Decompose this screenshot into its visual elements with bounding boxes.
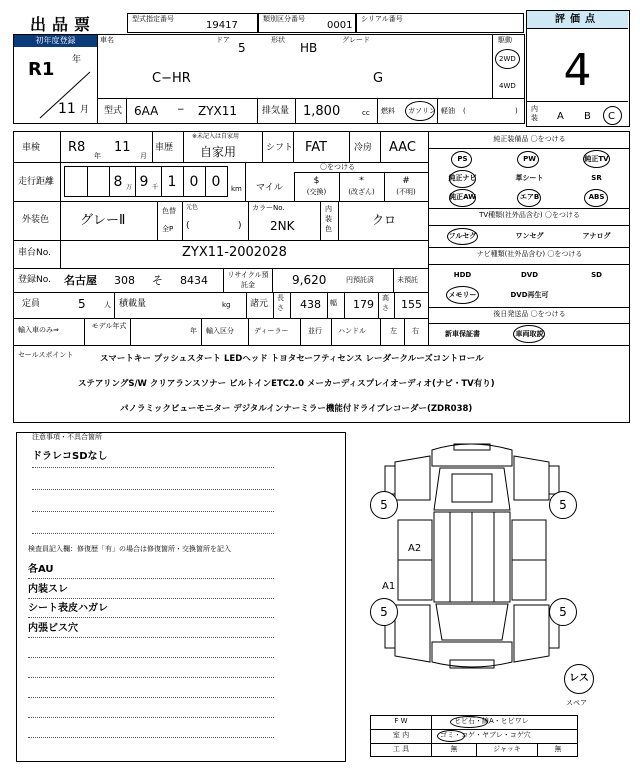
len-label: 長さ — [277, 294, 284, 312]
color-change-label: 色替 — [162, 207, 176, 215]
interior-b: B — [584, 111, 591, 122]
equip-abs: ABS — [588, 193, 605, 201]
recycle-unpaid: 未預託 — [397, 276, 418, 284]
mileage-opt3-sym: # — [402, 176, 410, 186]
interior-cond-label: 室 内 — [392, 731, 410, 739]
equip-pw: PW — [523, 155, 536, 163]
handle-label: ハンドル — [338, 327, 366, 335]
shaken-month: 11 — [114, 140, 131, 155]
orig-color-paren-open: ( — [186, 221, 190, 231]
import-model-year-label: モデル年式 — [91, 322, 127, 330]
mileage-digit-6: 0 — [189, 174, 199, 190]
keiyu-label: 軽油 — [441, 107, 455, 115]
capacity-label: 定員 — [22, 299, 41, 309]
shift-value: FAT — [305, 140, 328, 155]
model-label: 型式 — [104, 106, 123, 116]
fuel-value: ガソリン — [408, 107, 436, 115]
serial-label: シリアル番号 — [361, 15, 403, 23]
mileage-label: 走行距離 — [18, 177, 55, 187]
interior-color-value: クロ — [372, 213, 397, 227]
reg-year: R1 — [28, 59, 55, 80]
history-value: 自家用 — [200, 145, 237, 159]
sales-label: セールスポイント — [18, 351, 74, 359]
import-class-label: 輸入区分 — [206, 327, 234, 335]
ruibetsu-value: 0001 — [327, 20, 353, 31]
color-label: 外装色 — [22, 215, 50, 225]
regno-kana: そ — [152, 274, 163, 287]
inspector-line-4: 内張ビス穴 — [28, 623, 78, 634]
recycle-value: 9,620 — [292, 273, 327, 287]
len-value: 438 — [300, 298, 321, 311]
import-dealer: ディーラー — [254, 327, 289, 335]
mileage-km: km — [231, 185, 242, 193]
disp-label: 排気量 — [262, 106, 290, 116]
interior-color-label: 内装色 — [325, 205, 332, 233]
disp-value: 1,800 — [303, 104, 341, 119]
mileage-opt1-sym: $ — [313, 176, 320, 186]
equip-airbag: エアB — [519, 193, 540, 201]
tire-fl: 5 — [380, 498, 388, 512]
keiyu-paren-open: ( — [463, 107, 466, 115]
page-title: 出品票 — [30, 15, 97, 34]
mileage-man: 万 — [126, 184, 133, 191]
import-year-unit: 年 — [190, 327, 197, 335]
sales-line2: ステアリングS/W クリアランスソナー ビルトインETC2.0 メーカーディスプレイオーディオ(ナビ・TV有り) — [78, 379, 495, 389]
tv-fullseg: フルセグ — [448, 232, 477, 240]
equip-tv: 純正TV — [584, 155, 609, 163]
damage-mark-a2: A2 — [408, 543, 422, 554]
spare-label: スペア — [566, 699, 587, 707]
ruibetsu-label: 類別区分番号 — [263, 15, 305, 23]
mileage-sen: 千 — [152, 184, 159, 191]
shift-label: シフト — [266, 143, 294, 153]
mileage-opt2-sym: * — [359, 176, 364, 186]
jack-label: ジャッキ — [493, 745, 521, 753]
regno-city: 名古屋 — [64, 274, 97, 287]
mileage-opt3: (不明) — [396, 188, 416, 196]
drive-2wd: 2WD — [499, 55, 516, 63]
tools-label: 工 具 — [392, 745, 410, 753]
score-value: 4 — [563, 45, 592, 96]
model-prefix: 6AA — [134, 104, 159, 118]
drive-label: 駆動 — [498, 36, 512, 44]
mileage-digit-3: 8 — [113, 174, 123, 190]
color-no-label: カラーNo. — [252, 204, 285, 212]
damage-mark-a1: A1 — [382, 581, 396, 592]
load-unit: kg — [222, 301, 231, 309]
color-value: グレーⅡ — [80, 213, 126, 228]
hgt-label: 高さ — [382, 294, 389, 312]
wid-value: 179 — [353, 298, 374, 311]
sales-line1: スマートキー プッシュスタート LEDヘッド トヨタセーフティセンス レーダークルーズコントロール — [100, 354, 484, 364]
regno-label: 登録No. — [18, 275, 51, 285]
import-parallel: 並行 — [308, 327, 322, 335]
shape-value: HB — [300, 41, 318, 55]
keiyu-paren-close: ) — [515, 107, 518, 115]
equip-navi: 純正ナビ — [448, 174, 477, 182]
tools-value: 無 — [450, 745, 458, 753]
load-label: 積載量 — [119, 299, 147, 309]
orig-color-paren-close: ) — [238, 221, 242, 231]
drive-4wd: 4WD — [499, 82, 516, 90]
ac-label: 冷房 — [354, 143, 373, 153]
chassis-value: ZYX11-2002028 — [182, 245, 287, 260]
navi-dvd: DVD — [520, 271, 539, 279]
katashiki-label: 型式指定番号 — [132, 15, 174, 23]
orig-color-label: 元色 — [186, 204, 199, 211]
mileage-opt1: (交換) — [306, 188, 327, 196]
hgt-value: 155 — [401, 298, 422, 311]
tire-fr: 5 — [559, 498, 567, 512]
fw-options: ヒビ石・線A・ヒビワレ — [454, 717, 529, 725]
regno-class: 308 — [114, 274, 135, 287]
interior-c: C — [608, 111, 615, 122]
inspector-label: 検査員記入欄：修復歴「有」の場合は修復箇所・交換箇所を記入 — [28, 545, 231, 553]
tv-oneseg: ワンセグ — [515, 232, 544, 240]
grade-label: グレード — [342, 36, 370, 44]
tv-analog: アナログ — [582, 232, 611, 240]
doors-value: 5 — [238, 41, 246, 55]
shaken-month-unit: 月 — [140, 152, 147, 160]
tire-rl: 5 — [380, 605, 388, 619]
color-change-all: 全P — [162, 225, 174, 233]
car-name-label: 車名 — [100, 36, 114, 44]
later-warranty: 新車保証書 — [445, 330, 480, 338]
navi-sd: SD — [591, 271, 602, 279]
tire-rr: 5 — [559, 605, 567, 619]
navi-memory: メモリー — [448, 291, 477, 299]
recycle-suffix: 円預託済 — [346, 276, 374, 284]
ac-value: AAC — [389, 140, 416, 155]
interior-grade-label: 内装 — [531, 105, 538, 122]
navi-hdd: HDD — [453, 271, 472, 279]
tv-title: TV種類(社外品含む) 〇をつける — [479, 211, 580, 219]
later-manual: 車両取説 — [515, 330, 544, 338]
later-title: 後日発送品 〇をつける — [493, 310, 566, 318]
equip-sr: SR — [591, 174, 602, 182]
notes-label: 注意事項・不具合箇所 — [32, 433, 102, 441]
mileage-mark-note: 〇をつける — [320, 163, 355, 171]
mileage-digit-5: 1 — [167, 174, 177, 190]
shaken-year: R8 — [68, 140, 86, 155]
shape-label: 形状 — [271, 36, 285, 44]
reg-label: 初年度登録 — [14, 35, 97, 47]
handle-right: 右 — [412, 327, 419, 335]
interior-cond-options: ゴミ・コゲ・ヤブレ・コゲ穴 — [440, 731, 531, 739]
reg-month-unit: 月 — [80, 105, 90, 115]
shaken-label: 車検 — [22, 143, 41, 153]
mileage-digit-4: 9 — [139, 174, 149, 190]
spare-value: レス — [569, 673, 589, 684]
door-label: ドア — [216, 36, 230, 44]
score-label: 評価点 — [527, 11, 628, 29]
history-note: ※未記入は自家用 — [192, 133, 240, 140]
reg-year-unit: 年 — [72, 55, 82, 65]
notes-line-1: ドラレコSDなし — [32, 451, 108, 462]
import-label: 輸入車のみ⇒ — [18, 326, 59, 334]
inspector-line-2: 内装スレ — [28, 584, 68, 595]
navi-title: ナビ種類(社外品含む) 〇をつける — [476, 250, 583, 258]
capacity-value: 5 — [78, 297, 86, 311]
model-dash: − — [177, 105, 185, 115]
regno-number: 8434 — [180, 274, 208, 287]
mileage-opt2: (改ざん) — [348, 188, 375, 196]
sales-line3: パノラミックビューモニター デジタルインナーミラー機能付ドライブレコーダー(ZDR038) — [120, 404, 473, 414]
recycle-label: リサイクル預託金 — [227, 271, 269, 289]
reg-month: 11 — [58, 101, 76, 117]
equip-ps: PS — [457, 155, 468, 163]
color-no-value: 2NK — [270, 219, 295, 233]
katashiki-value: 19417 — [206, 20, 238, 31]
grade-value: G — [373, 71, 384, 86]
inspector-line-3: シート表皮ハガレ — [28, 603, 108, 614]
wid-label: 幅 — [330, 299, 337, 307]
fuel-label: 燃料 — [381, 107, 395, 115]
shaken-year-unit: 年 — [94, 152, 101, 160]
equip-aw: 純正AW — [449, 193, 476, 201]
history-label: 車歴 — [155, 143, 174, 153]
handle-left: 左 — [390, 327, 397, 335]
capacity-unit: 人 — [104, 301, 111, 309]
chassis-label: 車台No. — [18, 248, 51, 258]
mileage-digit-7: 0 — [211, 174, 221, 190]
disp-unit: cc — [362, 109, 370, 117]
equip-leather: 革シート — [515, 174, 544, 182]
car-name-value: C−HR — [152, 71, 191, 86]
model-value: ZYX11 — [198, 104, 238, 118]
dims-label: 諸元 — [250, 299, 269, 309]
interior-a: A — [557, 111, 564, 122]
navi-dvd-play: DVD再生可 — [510, 291, 549, 299]
mileage-mile: マイル — [256, 183, 283, 193]
jack-value: 無 — [554, 745, 562, 753]
fw-label: F W — [394, 717, 408, 725]
equipment-title: 純正装備品 〇をつける — [493, 135, 566, 143]
inspector-line-1: 各AU — [28, 564, 54, 575]
